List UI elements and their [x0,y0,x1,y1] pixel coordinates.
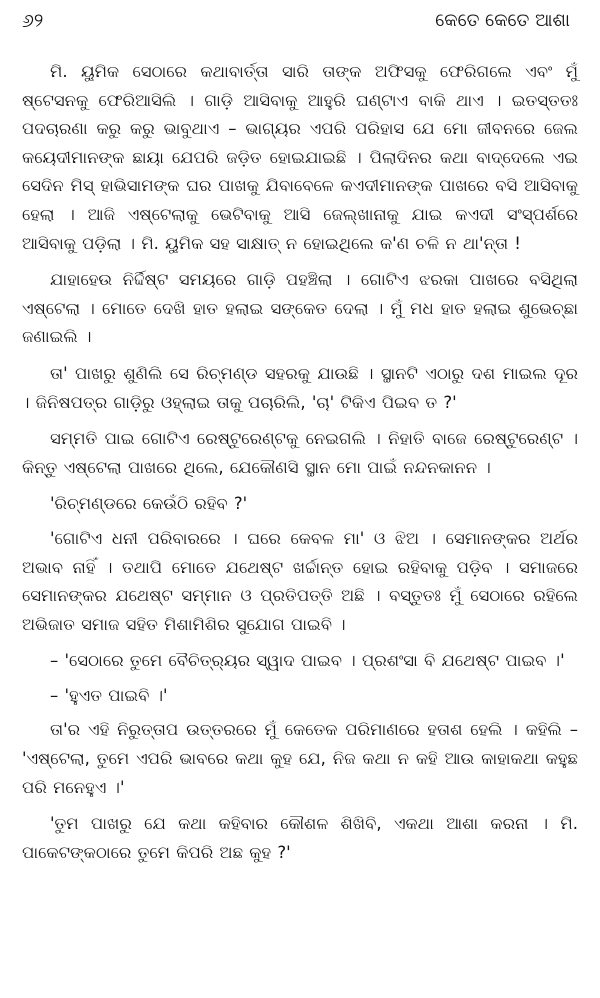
page-number: ୬୨ [22,10,44,32]
dialogue-line: – 'ସେଠାରେ ତୁମେ ବୈଚିତ୍ର୍ୟର ସ୍ୱାଦ ପାଇବ । ପ୍ରଶଂସା ବି ଯଥେଷ୍ଟ ପାଇବ ।' [50,651,565,671]
page-header [22,0,574,46]
paragraph: ମି. ୟୁମିକ ସେଠାରେ କଥାବାର୍ତ୍ତା ସାରି ତାଙ୍କ ଅଫିସକୁ ଫେରିଗଲେ ଏବଂ ମୁଁ ଷ୍ଟେସନକୁ ଫେରିଆସିଲି । ଗାଡ଼ି ଆସିବାକୁ ଆହୁରି ଘଣ୍ଟାଏ ବାକି ଥାଏ । ଇତସ୍ତତଃ ପଦଚାରଣା କରୁ କରୁ ଭାବୁଥାଏ – ଭାଗ୍ୟର ଏପରି ପରିହାସ ଯେ ମୋ ଜୀବନରେ ଜେଲ କୟେଦୀମାନଙ୍କ ଛାୟା ଯେପରି ଜଡ଼ିତ ହୋଇଯାଇଛି । ପିଲାଦିନର କଥା ବାଦ୍‌ଦେଲେ ଏଇ ସେଦିନ ମିସ୍ ହାଭିସାମଙ୍କ ଘର ପାଖକୁ ଯିବାବେଳେ କଏଦୀମାନଙ୍କ ପାଖରେ ବସି ଆସିବାକୁ ହେଲା । ଆଜି ଏଷ୍ଟେଲାକୁ ଭେଟିବାକୁ ଆସି ଜେଲ୍‌ଖାନାକୁ ଯାଇ କଏଦୀ ସଂସ୍ପର୍ଶରେ ଆସିବାକୁ ପଡ଼ିଲା । ମି. ୟୁମିକ ସହ ସାକ୍ଷାତ୍ ନ ହୋଇଥିଲେ କ'ଣ ଚଳି ନ ଥା'ନ୍ତା ! [22,62,578,253]
paragraph: ଯାହାହେଉ ନିର୍ଦ୍ଦିଷ୍ଟ ସମୟରେ ଗାଡ଼ି ପହଞ୍ଚିଲା । ଗୋଟିଏ ଝରକା ପାଖରେ ବସିଥିଲା ଏଷ୍ଟେଲା । ମୋତେ ଦେଖି ହାତ ହଲାଇ ସଙ୍କେତ ଦେଲା । ମୁଁ ମଧ ହାତ ହଲାଇ ଶୁଭେଚ୍ଛା ଜଣାଇଲି । [22,270,578,347]
paragraph: 'ତୁମ ପାଖରୁ ଯେ କଥା କହିବାର କୌଶଳ ଶିଖିବି, ଏକଥା ଆଶା କରନା । ମି. ପାକେଟଙ୍କଠାରେ ତୁମେ କିପରି ଅଛ କୁହ ?' [22,814,578,862]
running-title: କେତେ କେତେ ଆଶା [435,10,570,31]
paragraph: ତା' ପାଖରୁ ଶୁଣିଲି ସେ ରିଚ୍‌ମଣ୍ଡ ସହରକୁ ଯାଉଛି । ସ୍ଥାନଟି ଏଠାରୁ ଦଶ ମାଇଲ ଦୂର । ଜିନିଷପତ୍ର ଗାଡ଼ିରୁ ଓହ୍ଲାଇ ତାକୁ ପଚାରିଲି, 'ଚା' ଟିକିଏ ପିଇବ ତ ?' [22,363,578,412]
paragraph: ତା'ର ଏହି ନିରୁତ୍ତାପ ଉତ୍ତରରେ ମୁଁ କେତେକ ପରିମାଣରେ ହତାଶ ହେଲି । କହିଲି – 'ଏଷ୍ଟେଲା, ତୁମେ ଏପରି ଭାବରେ କଥା କୁହ ଯେ, ନିଜ କଥା ନ କହି ଆଉ କାହାକଥା କହୁଛ ପରି ମନେହୁଏ ।' [22,720,578,797]
body-text [22,58,578,875]
dialogue-line: – 'ହୁଏତ ପାଇବି ।' [50,685,168,705]
paragraph: ସମ୍ମତି ପାଇ ଗୋଟିଏ ରେଷ୍ଟୁରେଣ୍ଟକୁ ନେଇଗଲି । ନିହାତି ବାଜେ ରେଷ୍ଟୁରେଣ୍ଟ । କିନ୍ତୁ ଏଷ୍ଟେଲା ପାଖରେ ଥିଲେ, ଯେକୌଣସି ସ୍ଥାନ ମୋ ପାଇଁ ନନ୍ଦନକାନନ । [22,429,578,477]
paragraph: 'ଗୋଟିଏ ଧନୀ ପରିବାରରେ । ଘରେ କେବଳ ମା' ଓ ଝିଅ । ସେମାନଙ୍କର ଅର୍ଥର ଅଭାବ ନାହିଁ । ତଥାପି ମୋତେ ଯଥେଷ୍ଟ ଖର୍ଚ୍ଚାନ୍ତ ହୋଇ ରହିବାକୁ ପଡ଼ିବ । ସମାଜରେ ସେମାନଙ୍କର ଯଥେଷ୍ଟ ସମ୍ମାନ ଓ ପ୍ରତିପତ୍ତି ଅଛି । ବସ୍ତୁତଃ ମୁଁ ସେଠାରେ ରହିଲେ ଅଭିଜାତ ସମାଜ ସହିତ ମିଶାମିଶିର ସୁଯୋଗ ପାଇବି । [22,528,578,634]
dialogue-line: 'ରିଚ୍‌ମଣ୍ଡରେ କେଉଁଠି ରହିବ ?' [50,494,248,514]
